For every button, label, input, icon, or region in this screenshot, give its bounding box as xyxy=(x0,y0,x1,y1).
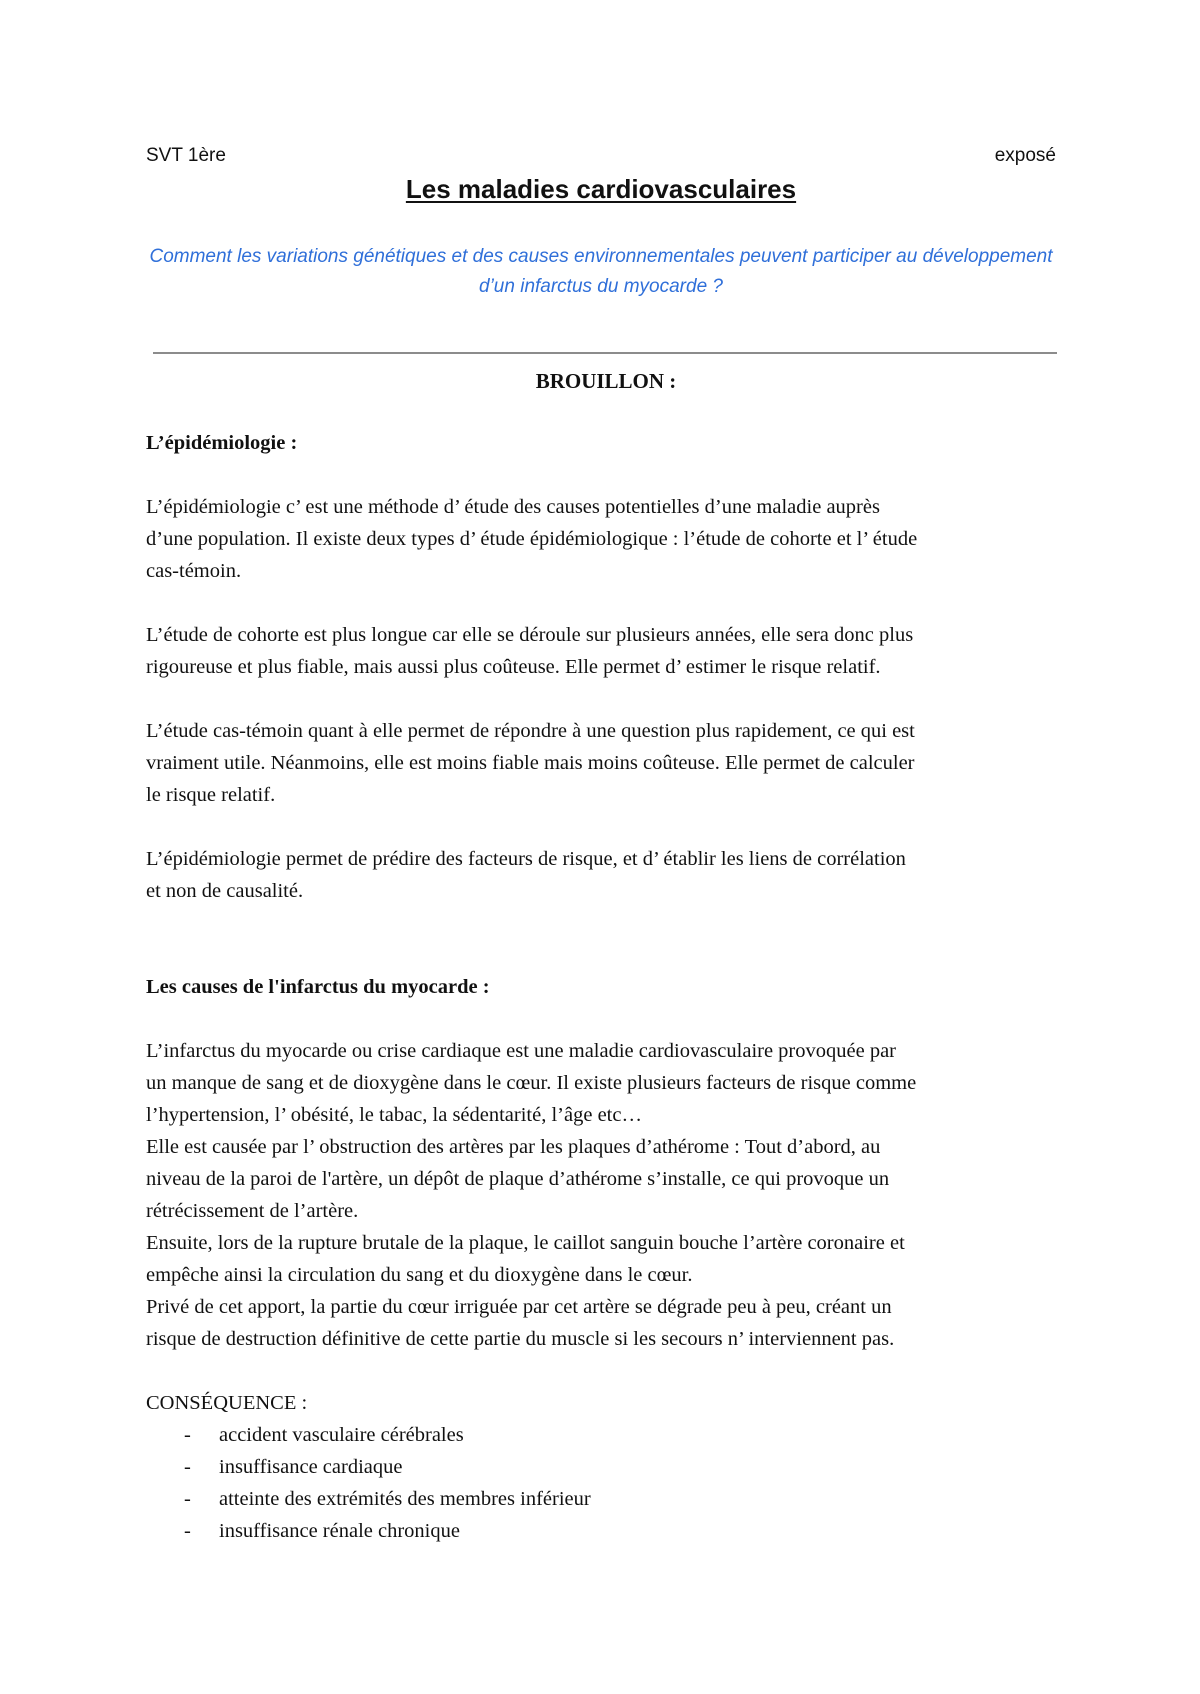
bullet-dash: - xyxy=(184,1456,191,1478)
document-header xyxy=(146,145,1056,171)
text-line: L’épidémiologie permet de prédire des facteurs de risque, et d’ établir les liens de corrélation xyxy=(146,848,906,870)
text-line: Elle est causée par l’ obstruction des artères par les plaques d’athérome : Tout d’abord, au xyxy=(146,1136,881,1158)
text-line: niveau de la paroi de l'artère, un dépôt de plaque d’athérome s’installe, ce qui provoque un xyxy=(146,1168,890,1190)
epidemiology-heading: L’épidémiologie : xyxy=(146,432,298,454)
bullet-dash: - xyxy=(184,1424,191,1446)
subject-label: SVT 1ère xyxy=(146,145,226,166)
text-line: et non de causalité. xyxy=(146,880,304,902)
text-line: l’hypertension, l’ obésité, le tabac, la sédentarité, l’âge etc… xyxy=(146,1104,642,1126)
causes-heading: Les causes de l'infarctus du myocarde : xyxy=(146,976,490,998)
text-line: d’une population. Il existe deux types d’ étude épidémiologique : l’étude de cohorte et l’ étude xyxy=(146,528,918,550)
text-line: un manque de sang et de dioxygène dans le cœur. Il existe plusieurs facteurs de risque comme xyxy=(146,1072,917,1094)
epidemiology-paragraph-2 xyxy=(146,619,1066,683)
bullet-dash: - xyxy=(184,1520,191,1542)
spacer xyxy=(146,907,1066,939)
draft-heading: BROUILLON : xyxy=(535,369,677,393)
text-line: empêche ainsi la circulation du sang et du dioxygène dans le cœur. xyxy=(146,1264,693,1286)
document-body xyxy=(146,365,1066,1547)
spacer xyxy=(146,939,1066,971)
bullet-dash: - xyxy=(184,1488,191,1510)
list-item-text: insuffisance rénale chronique xyxy=(219,1520,460,1542)
text-line: vraiment utile. Néanmoins, elle est moins fiable mais moins coûteuse. Elle permet de calculer xyxy=(146,752,915,774)
text-line: L’épidémiologie c’ est une méthode d’ étude des causes potentielles d’une maladie auprès xyxy=(146,496,880,518)
text-line: rigoureuse et plus fiable, mais aussi plus coûteuse. Elle permet d’ estimer le risque relatif. xyxy=(146,656,881,678)
list-item-text: atteinte des extrémités des membres inférieur xyxy=(219,1488,591,1510)
text-line: L’étude de cohorte est plus longue car elle se déroule sur plusieurs années, elle sera donc plus xyxy=(146,624,914,646)
text-line: le risque relatif. xyxy=(146,784,276,806)
list-item xyxy=(146,1515,1066,1547)
list-item xyxy=(146,1419,1066,1451)
text-line: L’étude cas-témoin quant à elle permet de répondre à une question plus rapidement, ce qui est xyxy=(146,720,915,742)
epidemiology-paragraph-3 xyxy=(146,715,1066,811)
epidemiology-paragraph-4 xyxy=(146,843,1066,907)
causes-paragraph xyxy=(146,1035,1066,1355)
list-item-text: insuffisance cardiaque xyxy=(219,1456,403,1478)
document-type-label: exposé xyxy=(994,145,1056,166)
text-line: cas-témoin. xyxy=(146,560,242,582)
text-line: L’infarctus du myocarde ou crise cardiaque est une maladie cardiovasculaire provoquée par xyxy=(146,1040,897,1062)
problem-question: Comment les variations génétiques et des causes environnementales peuvent participer au développement d’un infarctus du myocarde ? xyxy=(149,246,1053,297)
list-item-text: accident vasculaire cérébrales xyxy=(219,1424,464,1446)
document-title: Les maladies cardiovasculaires xyxy=(405,174,797,204)
text-line: rétrécissement de l’artère. xyxy=(146,1200,359,1222)
list-item xyxy=(146,1483,1066,1515)
text-line: risque de destruction définitive de cette partie du muscle si les secours n’ interviennent pas. xyxy=(146,1328,895,1350)
text-line: Privé de cet apport, la partie du cœur irriguée par cet artère se dégrade peu à peu, créant un xyxy=(146,1296,892,1318)
epidemiology-paragraph-1 xyxy=(146,491,1066,587)
list-item xyxy=(146,1451,1066,1483)
horizontal-divider xyxy=(153,352,1057,354)
consequences-list xyxy=(146,1419,1066,1547)
text-line: Ensuite, lors de la rupture brutale de la plaque, le caillot sanguin bouche l’artère coronaire et xyxy=(146,1232,905,1254)
consequences-heading: CONSÉQUENCE : xyxy=(146,1392,308,1414)
